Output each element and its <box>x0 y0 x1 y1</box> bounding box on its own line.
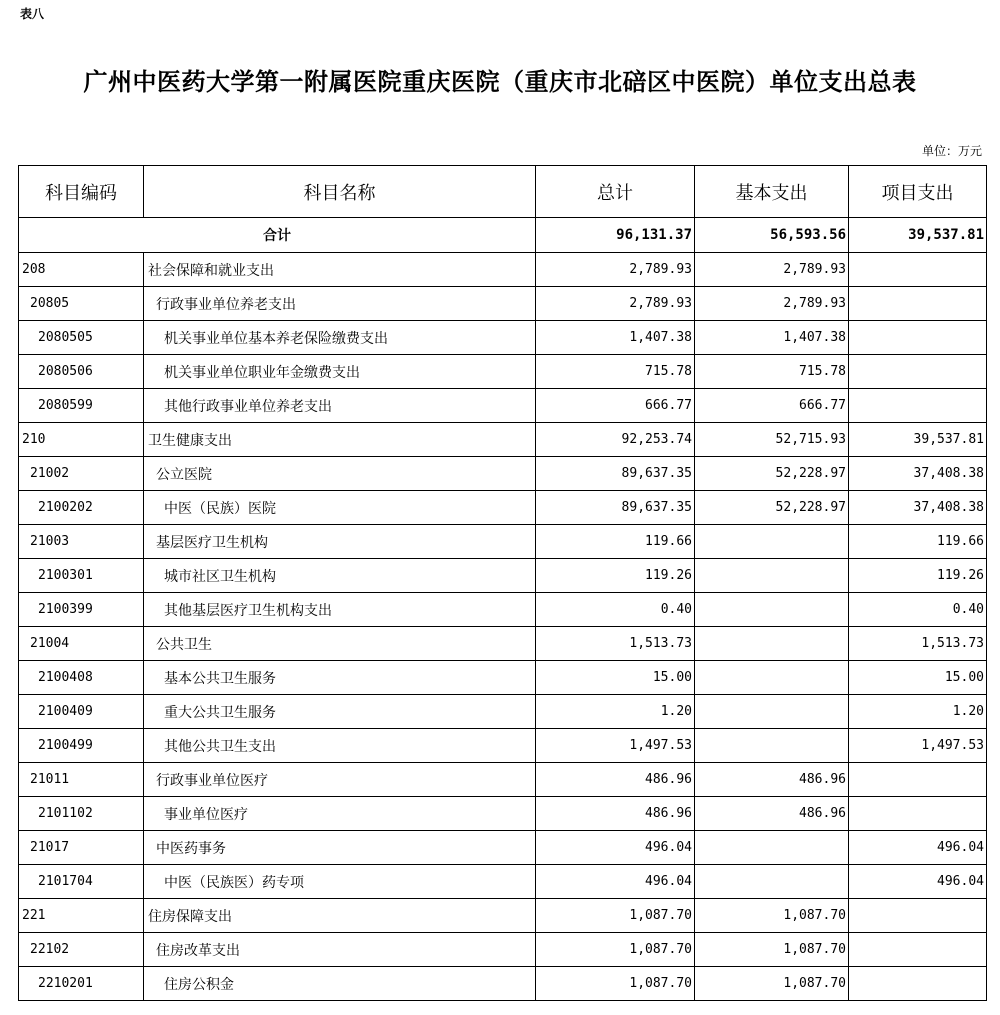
table-number-label: 表八 <box>20 7 45 21</box>
table-row <box>19 355 987 389</box>
row-project <box>849 355 987 389</box>
row-name: 中医（民族）医院 <box>144 491 536 525</box>
table-row <box>19 797 987 831</box>
row-project <box>849 933 987 967</box>
row-name: 行政事业单位养老支出 <box>144 287 536 321</box>
row-total: 0.40 <box>536 593 695 627</box>
row-code: 2101102 <box>19 797 144 831</box>
row-basic: 486.96 <box>695 763 849 797</box>
total-basic: 56,593.56 <box>695 218 849 253</box>
row-total: 119.26 <box>536 559 695 593</box>
row-total: 89,637.35 <box>536 457 695 491</box>
row-project: 1.20 <box>849 695 987 729</box>
row-code: 2100499 <box>19 729 144 763</box>
row-code: 2100202 <box>19 491 144 525</box>
table-row <box>19 627 987 661</box>
row-total: 119.66 <box>536 525 695 559</box>
row-code: 208 <box>19 253 144 287</box>
table-row <box>19 559 987 593</box>
row-code: 2101704 <box>19 865 144 899</box>
row-basic <box>695 831 849 865</box>
row-project <box>849 389 987 423</box>
row-code: 2080505 <box>19 321 144 355</box>
row-basic: 1,087.70 <box>695 899 849 933</box>
row-basic: 486.96 <box>695 797 849 831</box>
row-name: 基本公共卫生服务 <box>144 661 536 695</box>
page-title: 广州中医药大学第一附属医院重庆医院（重庆市北碚区中医院）单位支出总表 <box>83 67 917 96</box>
row-project <box>849 899 987 933</box>
row-total: 2,789.93 <box>536 253 695 287</box>
row-code: 21017 <box>19 831 144 865</box>
row-name: 其他公共卫生支出 <box>144 729 536 763</box>
row-basic <box>695 729 849 763</box>
row-project <box>849 253 987 287</box>
row-total: 1,407.38 <box>536 321 695 355</box>
row-total: 1,087.70 <box>536 899 695 933</box>
table-row <box>19 831 987 865</box>
row-project: 496.04 <box>849 831 987 865</box>
row-name: 机关事业单位基本养老保险缴费支出 <box>144 321 536 355</box>
row-total: 1,087.70 <box>536 967 695 1001</box>
row-total: 15.00 <box>536 661 695 695</box>
row-name: 行政事业单位医疗 <box>144 763 536 797</box>
row-basic <box>695 525 849 559</box>
row-code: 20805 <box>19 287 144 321</box>
table-row <box>19 525 987 559</box>
table-row <box>19 389 987 423</box>
header-code: 科目编码 <box>19 166 144 218</box>
row-project <box>849 967 987 1001</box>
table-body <box>19 218 987 1001</box>
row-basic: 52,228.97 <box>695 457 849 491</box>
row-name: 住房公积金 <box>144 967 536 1001</box>
row-total: 496.04 <box>536 865 695 899</box>
row-project: 0.40 <box>849 593 987 627</box>
header-basic: 基本支出 <box>695 166 849 218</box>
row-basic <box>695 559 849 593</box>
table-row <box>19 695 987 729</box>
row-project <box>849 797 987 831</box>
row-project <box>849 287 987 321</box>
row-name: 中医（民族医）药专项 <box>144 865 536 899</box>
table-row <box>19 729 987 763</box>
header-project: 项目支出 <box>849 166 987 218</box>
row-name: 城市社区卫生机构 <box>144 559 536 593</box>
total-project: 39,537.81 <box>849 218 987 253</box>
row-total: 1,087.70 <box>536 933 695 967</box>
row-basic: 1,087.70 <box>695 933 849 967</box>
row-total: 92,253.74 <box>536 423 695 457</box>
row-basic <box>695 865 849 899</box>
header-name: 科目名称 <box>144 166 536 218</box>
row-code: 21003 <box>19 525 144 559</box>
total-label: 合计 <box>19 218 536 253</box>
row-project <box>849 763 987 797</box>
row-project: 39,537.81 <box>849 423 987 457</box>
row-basic: 2,789.93 <box>695 253 849 287</box>
row-basic <box>695 593 849 627</box>
row-basic: 52,228.97 <box>695 491 849 525</box>
total-row <box>19 218 987 253</box>
row-project: 496.04 <box>849 865 987 899</box>
table-row <box>19 865 987 899</box>
row-basic: 52,715.93 <box>695 423 849 457</box>
table-row <box>19 423 987 457</box>
row-code: 21011 <box>19 763 144 797</box>
row-basic: 666.77 <box>695 389 849 423</box>
table-row <box>19 457 987 491</box>
expenditure-table <box>18 165 987 1001</box>
row-code: 2100399 <box>19 593 144 627</box>
row-name: 基层医疗卫生机构 <box>144 525 536 559</box>
row-code: 2210201 <box>19 967 144 1001</box>
row-code: 21002 <box>19 457 144 491</box>
row-project: 1,513.73 <box>849 627 987 661</box>
table-row <box>19 899 987 933</box>
row-name: 重大公共卫生服务 <box>144 695 536 729</box>
row-total: 715.78 <box>536 355 695 389</box>
row-basic <box>695 627 849 661</box>
header-total: 总计 <box>536 166 695 218</box>
row-basic: 715.78 <box>695 355 849 389</box>
table-row <box>19 661 987 695</box>
row-name: 事业单位医疗 <box>144 797 536 831</box>
row-total: 1,497.53 <box>536 729 695 763</box>
row-code: 221 <box>19 899 144 933</box>
row-code: 2100301 <box>19 559 144 593</box>
table-row <box>19 287 987 321</box>
row-total: 1,513.73 <box>536 627 695 661</box>
row-project <box>849 321 987 355</box>
row-name: 机关事业单位职业年金缴费支出 <box>144 355 536 389</box>
row-basic <box>695 695 849 729</box>
row-basic: 2,789.93 <box>695 287 849 321</box>
row-total: 1.20 <box>536 695 695 729</box>
table-row <box>19 593 987 627</box>
row-code: 2080599 <box>19 389 144 423</box>
row-project: 119.26 <box>849 559 987 593</box>
table-row <box>19 491 987 525</box>
row-name: 其他基层医疗卫生机构支出 <box>144 593 536 627</box>
row-code: 2100408 <box>19 661 144 695</box>
row-total: 666.77 <box>536 389 695 423</box>
row-name: 中医药事务 <box>144 831 536 865</box>
row-code: 210 <box>19 423 144 457</box>
row-basic: 1,407.38 <box>695 321 849 355</box>
row-name: 住房改革支出 <box>144 933 536 967</box>
row-project: 37,408.38 <box>849 457 987 491</box>
table-row <box>19 253 987 287</box>
row-name: 公立医院 <box>144 457 536 491</box>
row-name: 其他行政事业单位养老支出 <box>144 389 536 423</box>
row-project: 37,408.38 <box>849 491 987 525</box>
row-total: 89,637.35 <box>536 491 695 525</box>
row-total: 486.96 <box>536 797 695 831</box>
row-total: 496.04 <box>536 831 695 865</box>
row-name: 公共卫生 <box>144 627 536 661</box>
row-basic: 1,087.70 <box>695 967 849 1001</box>
table-row <box>19 967 987 1001</box>
unit-label: 单位：万元 <box>921 144 982 158</box>
row-name: 卫生健康支出 <box>144 423 536 457</box>
row-total: 2,789.93 <box>536 287 695 321</box>
total-sum: 96,131.37 <box>536 218 695 253</box>
table-row <box>19 933 987 967</box>
table-row <box>19 763 987 797</box>
row-basic <box>695 661 849 695</box>
row-project: 15.00 <box>849 661 987 695</box>
row-name: 住房保障支出 <box>144 899 536 933</box>
row-total: 486.96 <box>536 763 695 797</box>
table-header-row <box>19 166 987 218</box>
row-name: 社会保障和就业支出 <box>144 253 536 287</box>
row-code: 21004 <box>19 627 144 661</box>
row-project: 119.66 <box>849 525 987 559</box>
table-row <box>19 321 987 355</box>
row-project: 1,497.53 <box>849 729 987 763</box>
row-code: 2080506 <box>19 355 144 389</box>
row-code: 2100409 <box>19 695 144 729</box>
row-code: 22102 <box>19 933 144 967</box>
